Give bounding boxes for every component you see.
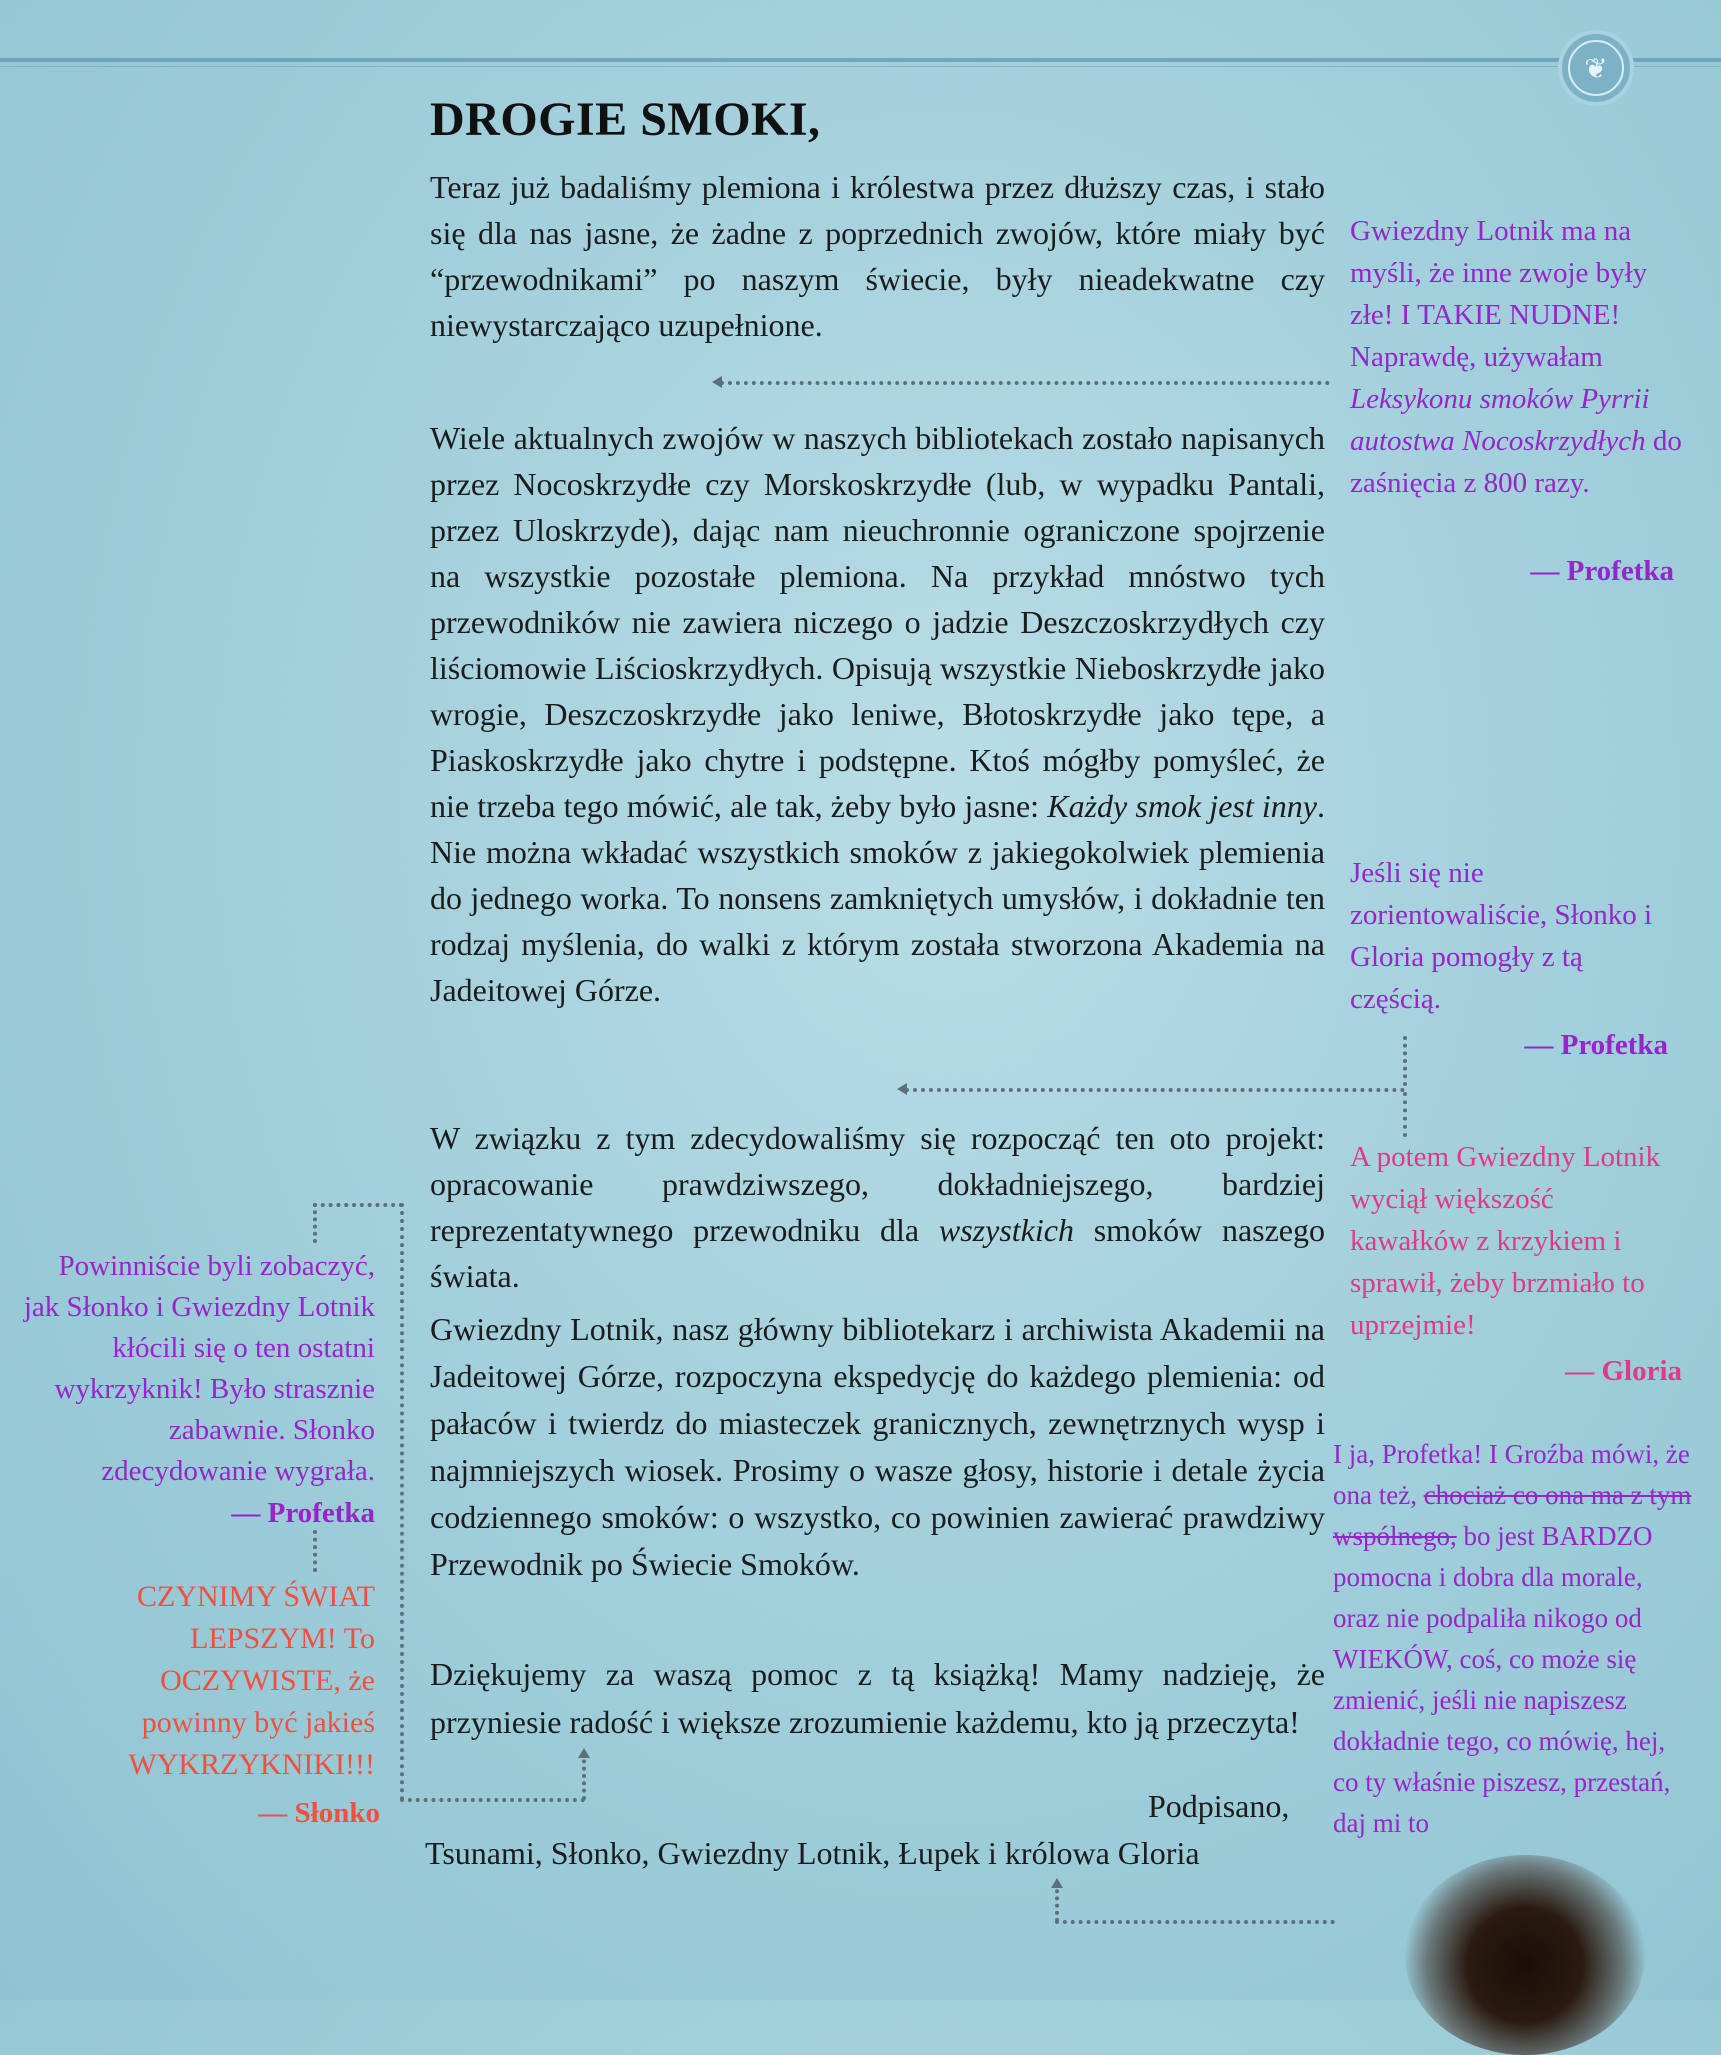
- note-5-signature: — Profetka: [231, 1497, 375, 1529]
- connector-note-2-vert: [1403, 1036, 1407, 1086]
- connector-left-main-vert: [400, 1203, 404, 1801]
- connector-note-2: [905, 1088, 1405, 1092]
- connector-arrow-4: [1051, 1878, 1063, 1888]
- note-1-text-b: do zaśnięcia z 800 razy.: [1350, 425, 1682, 499]
- note-profetka-3: [1333, 1434, 1695, 1844]
- paragraph-2-emphasis: Każdy smok jest inny: [1047, 788, 1318, 824]
- note-profetka-left: Powinniście byli zobaczyć, jak Słonko i Gwiezdny Lotnik kłócili się o ten ostatni wykrzyknik! Było strasznie zabawnie. Słonko zdecydowanie wygrała.: [23, 1250, 375, 1487]
- paragraph-2-text-a: Wiele aktualnych zwojów w naszych bibliotekach zostało napisanych przez Nocoskrzydłe czy Morskoskrzydłe (lub, w wypadku Pantali, przez Uloskrzyde), dając nam nieuchronnie ograniczone spojrzenie na wszystkie pozostałe plemiona. Na przykład mnóstwo tych przewodników nie zawiera niczego o jadzie Deszczoskrzydłych czy liściomowie Liścioskrzydłych. Opisują wszystkie Nieboskrzydłe jako wrogie, Deszczoskrzydłe jako leniwe, Błotoskrzydłe jako tępe, a Piaskoskrzydłe jako chytre i podstępne. Ktoś mógłby pomyśleć, że nie trzeba tego mówić, ale tak, żeby było jasne:: [430, 420, 1325, 824]
- note-1-text-a: Gwiezdny Lotnik ma na myśli, że inne zwoje były złe! I TAKIE NUDNE! Naprawdę, używałam: [1350, 215, 1648, 373]
- page-title: DROGIE SMOKI,: [430, 93, 821, 146]
- header-rule-thin: [0, 66, 1721, 67]
- note-gloria: A potem Gwiezdny Lotnik wyciął większość kawałków z krzykiem i sprawił, żeby brzmiało to uprzejmie!: [1350, 1141, 1661, 1341]
- note-2-signature: — Profetka: [1524, 1029, 1668, 1061]
- header-rule: [0, 58, 1721, 62]
- paragraph-3-emphasis: wszystkich: [938, 1212, 1074, 1248]
- connector-left-top: [313, 1203, 403, 1207]
- paragraph-2: [430, 415, 1325, 1013]
- dragon-emblem-icon: ❦: [1558, 30, 1634, 106]
- connector-left-bottom: [400, 1798, 585, 1802]
- burn-mark: [1405, 1855, 1645, 2055]
- connector-note-1: [720, 381, 1330, 385]
- note-profetka-2: Jeśli się nie zorientowaliście, Słonko i Gloria pomogły z tą częścią.: [1350, 857, 1653, 1015]
- paragraph-3-text-b: smoków naszego świata.: [430, 1212, 1326, 1294]
- note-4-text-b: bo jest BARDZO pomocna i dobra dla morale, oraz nie podpaliła nikogo od WIEKÓW, coś, co może się zmienić, jeśli nie napiszesz dokładnie tego, co mówię, hej, co ty właśnie piszesz, przestań, daj mi to: [1333, 1521, 1671, 1838]
- note-6-signature: — Słonko: [258, 1797, 380, 1829]
- note-profetka-1: [1350, 210, 1690, 504]
- signed-label: Podpisano,: [1148, 1788, 1290, 1824]
- connector-left-end-vert: [582, 1752, 586, 1800]
- note-3-signature: — Gloria: [1565, 1355, 1682, 1387]
- note-1-emphasis: Leksykonu smoków Pyrrii autostwa Nocoskrzydłych: [1350, 383, 1650, 457]
- connector-arrow-3: [578, 1748, 590, 1758]
- connector-signers-vert: [1055, 1882, 1059, 1922]
- connector-arrow-1: [712, 376, 722, 388]
- note-1-signature: — Profetka: [1530, 555, 1674, 587]
- paragraph-1: Teraz już badaliśmy plemiona i królestwa przez dłuższy czas, i stało się dla nas jasne, że żadne z poprzednich zwojów, które miały być “przewodnikami” po naszym świecie, były nieadekwatne czy niewystarczająco uzupełnione.: [430, 169, 1325, 343]
- signers-line: Tsunami, Słonko, Gwiezdny Lotnik, Łupek i królowa Gloria: [425, 1835, 1200, 1871]
- paragraph-2-text-b: . Nie można wkładać wszystkich smoków z jakiegokolwiek plemienia do jednego worka. To nonsens zamkniętych umysłów, i dokładnie ten rodzaj myślenia, do walki z którym została stworzona Akademia na Jadeitowej Górze.: [430, 788, 1326, 1008]
- paragraph-3-text-a: W związku z tym zdecydowaliśmy się rozpocząć ten oto projekt: opracowanie prawdziwszego, dokładniejszego, bardziej reprezentatywnego przewodniku dla: [430, 1120, 1325, 1248]
- connector-note-3-vert: [1403, 1092, 1407, 1137]
- connector-signers: [1055, 1920, 1335, 1924]
- paragraph-4: Gwiezdny Lotnik, nasz główny bibliotekarz i archiwista Akademii na Jadeitowej Górze, rozpoczyna ekspedycję do każdego plemienia: od pałaców i twierdz do miasteczek granicznych, zewnętrznych wysp i najmniejszych wiosek. Prosimy o wasze głosy, historie i detale życia codziennego smoków: o wszystko, co powinien zawierać prawdziwy Przewodnik po Świecie Smoków.: [430, 1311, 1325, 1582]
- note-4-strikethrough: chociaż co ona ma z tym wspólnego,: [1333, 1480, 1692, 1551]
- connector-arrow-2: [897, 1083, 907, 1095]
- note-slonko: CZYNIMY ŚWIAT LEPSZYM! To OCZYWISTE, że powinny być jakieś WYKRZYKNIKI!!!: [128, 1580, 375, 1781]
- connector-left-mid-vert: [313, 1530, 317, 1572]
- note-4-text-a: I ja, Profetka! I Groźba mówi, że ona też,: [1333, 1439, 1690, 1510]
- paragraph-5: Dziękujemy za waszą pomoc z tą książką! Mamy nadzieję, że przyniesie radość i większe zrozumienie każdemu, kto ją przeczyta!: [430, 1656, 1325, 1740]
- connector-left-top-vert: [313, 1203, 317, 1243]
- paragraph-3: [430, 1115, 1325, 1299]
